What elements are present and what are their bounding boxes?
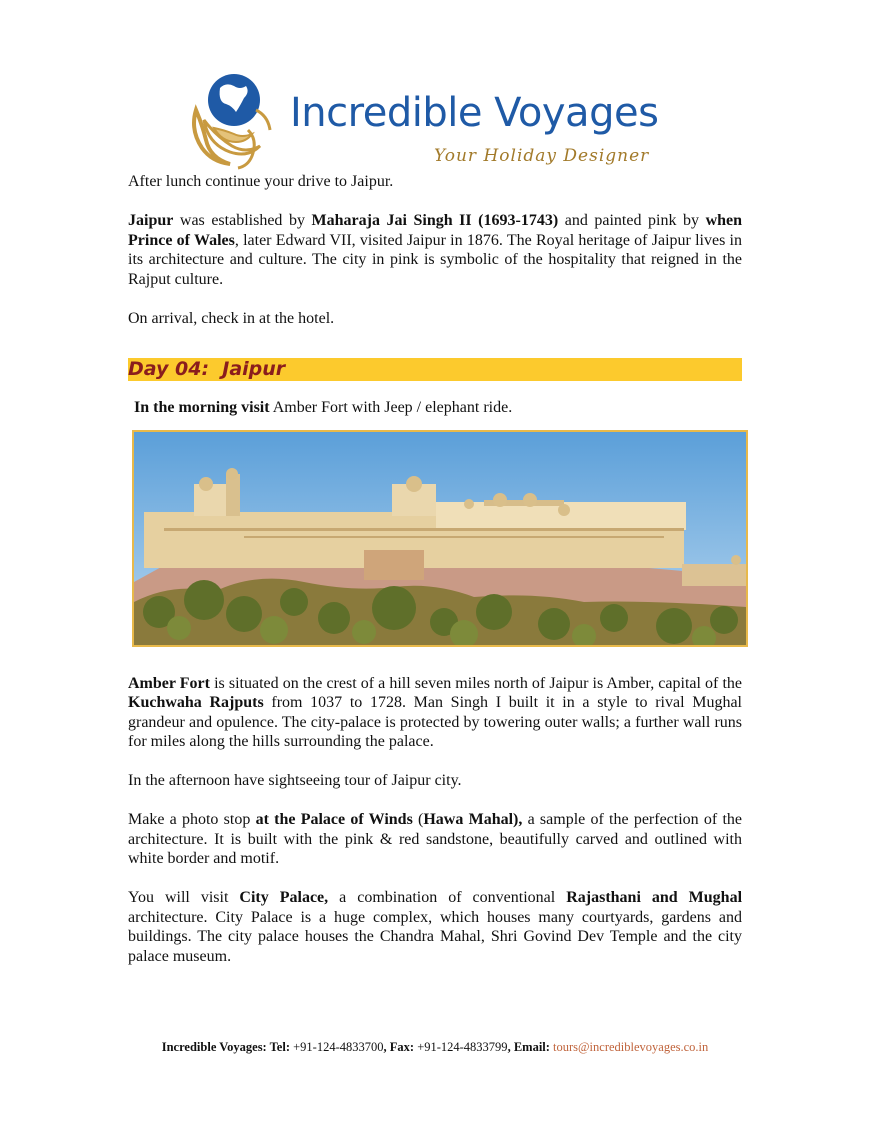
morning-paragraph: In the morning visit Amber Fort with Jeep / elephant ride. — [134, 399, 513, 416]
logo-emblem-icon — [186, 70, 278, 170]
brand-tagline: Your Holiday Designer — [434, 146, 650, 166]
drive-paragraph: After lunch continue your drive to Jaipur. — [128, 173, 394, 190]
amber-fort-photo — [132, 430, 748, 647]
itinerary-body — [128, 172, 742, 986]
company-logo — [186, 70, 686, 175]
kuchwaha-term: Kuchwaha Rajputs — [128, 694, 264, 711]
jaipur-paragraph: Jaipur was established by Maharaja Jai Singh II (1693-1743) and painted pink by when Prince of Wales, later Edward VII, visited Jaipur in 1876. The Royal heritage of Jaipur lives in its architecture and culture. The city in pink is symbolic of the hospitality that reigned in the Rajput culture. — [128, 212, 743, 288]
hawa-mahal-paragraph: Make a photo stop at the Palace of Winds (Hawa Mahal), a sample of the perfection of the architecture. It is built with the pink & red sandstone, beautifully carved and outlined with white border and motif. — [128, 811, 743, 867]
day-heading: Day 04: Jaipur — [128, 358, 286, 380]
amber-fort-illustration — [134, 432, 746, 645]
fax-number: +91-124-4833799 — [414, 1040, 508, 1054]
palace-winds-term: at the Palace of Winds — [255, 811, 413, 828]
city-palace-term: City Palace, — [239, 889, 329, 906]
amber-fort-term: Amber Fort — [128, 674, 210, 692]
page-footer: Incredible Voyages: Tel: +91-124-4833700, Fax: +91-124-4833799, Email: tours@incrediblevoyages.co.in — [161, 1040, 709, 1054]
rajasthani-term: Rajasthani and Mughal — [566, 889, 743, 906]
email-link[interactable]: tours@incrediblevoyages.co.in — [553, 1040, 709, 1054]
maharaja-term: Maharaja Jai Singh II (1693-1743) — [311, 212, 559, 229]
brand-name: Incredible Voyages — [290, 90, 659, 136]
city-palace-paragraph: You will visit City Palace, a combination of conventional Rajasthani and Mughal architecture. City Palace is a huge complex, which houses many courtyards, gardens and buildings. The city palace houses the Chandra Mahal, Shri Govind Dev Temple and the city palace museum. — [128, 889, 743, 965]
hawa-mahal-term: Hawa Mahal), — [423, 811, 523, 828]
amber-fort-paragraph: Amber Fort is situated on the crest of a hill seven miles north of Jaipur is Amber, capital of the Kuchwaha Rajputs from 1037 to 1728. Man Singh I built it in a style to rival Mughal grandeur and opulence. The city-palace is protected by towering outer walls; a further wall runs for miles along the hills surrounding the palace. — [128, 674, 743, 750]
arrival-paragraph: On arrival, check in at the hotel. — [128, 309, 335, 327]
prince-term: when Prince of Wales — [128, 212, 743, 249]
day-heading-bar — [128, 358, 742, 381]
jaipur-term: Jaipur — [128, 212, 174, 229]
afternoon-paragraph: In the afternoon have sightseeing tour of Jaipur city. — [128, 772, 462, 789]
phone-number: +91-124-4833700 — [290, 1040, 384, 1054]
